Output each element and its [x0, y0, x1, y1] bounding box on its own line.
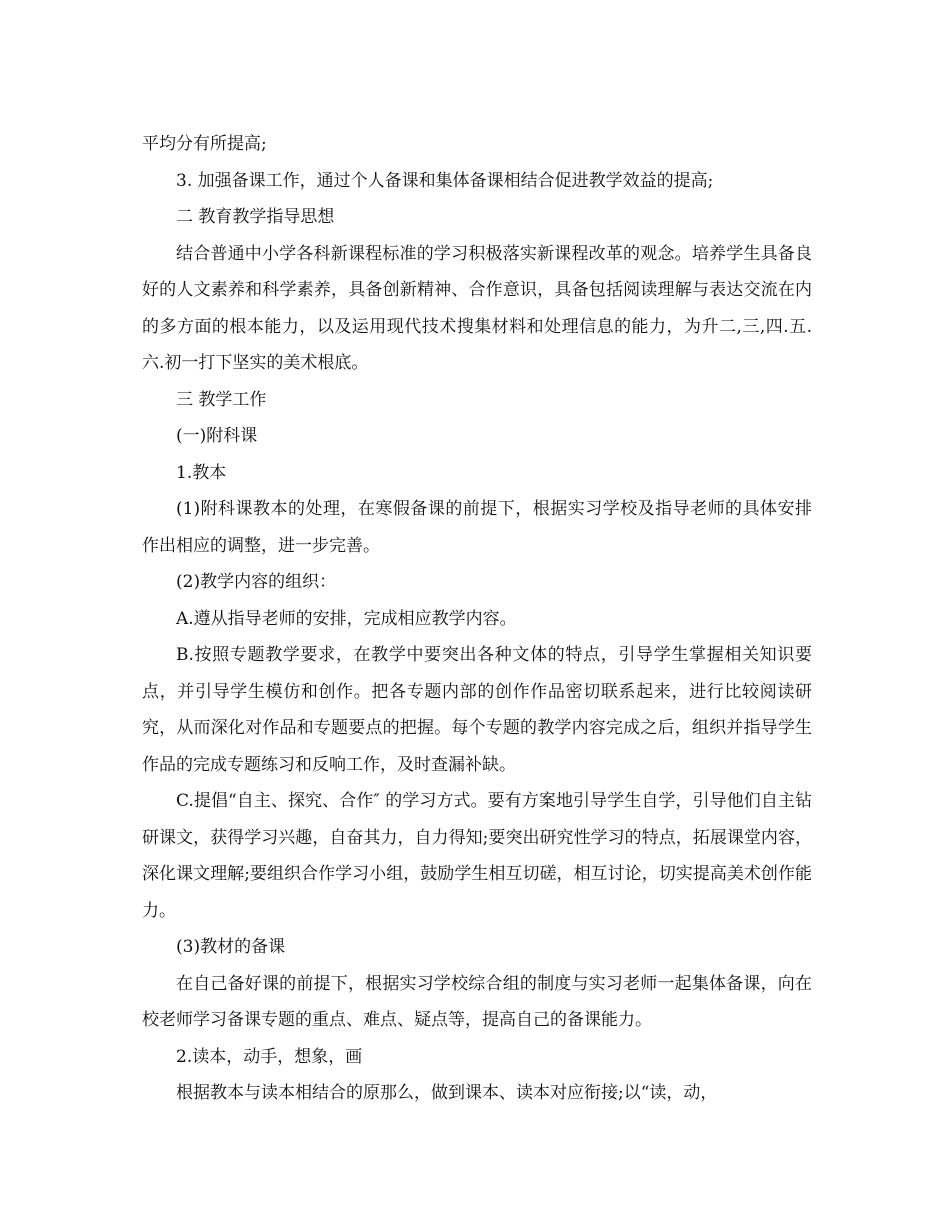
document-body [142, 126, 812, 1112]
paragraph-lesson-prep: 在自己备好课的前提下，根据实习学校综合组的制度与实习老师一起集体备课，向在校老师学习备课专题的重点、难点、疑点等，提高自己的备课能力。 [142, 973, 812, 1030]
paragraph-item-b: B.按照专题教学要求，在教学中要突出各种文体的特点，引导学生掌握相关知识要点，并引导学生模仿和创作。把各专题内部的创作作品密切联系起来，进行比较阅读研究，从而深化对作品和专题要点的把握。每个专题的教学内容完成之后，组织并指导学生作品的完成专题练习和反响工作，及时查漏补缺。 [142, 645, 812, 775]
paragraph-item-a: A.遵从指导老师的安排，完成相应教学内容。 [176, 608, 517, 629]
subheading-reader: 2.读本，动手，想象，画 [176, 1046, 363, 1067]
paragraph-textbook-handling: (1)附科课教本的处理，在寒假备课的前提下，根据实习学校及指导老师的具体安排作出相应的调整，进一步完善。 [142, 499, 812, 556]
subheading-content-organization: (2)教学内容的组织： [176, 572, 337, 592]
paragraph-item-c: C.提倡“自主、探究、合作″ 的学习方式。要有方案地引导学生自学，引导他们自主钻研课文，获得学习兴趣，自奋其力，自力得知;要突出研究性学习的特点，拓展课堂内容，深化课文理解;要组织合作学习小组，鼓励学生相互切磋，相互讨论，切实提高美术创作能力。 [142, 791, 812, 921]
paragraph-guiding-ideas: 结合普通中小学各科新课程标准的学习积极落实新课程改革的观念。培养学生具备良好的人文素养和科学素养，具备创新精神、合作意识，具备包括阅读理解与表达交流在内的多方面的根本能力，以及运用现代技术搜集材料和处理信息的能力，为升二,三,四.五.六.初一打下坚实的美术根底。 [142, 243, 812, 373]
subheading-1: (一)附科课 [176, 426, 258, 446]
section-heading-2: 二 教育教学指导思想 [176, 207, 335, 227]
subheading-textbook: 1.教本 [176, 462, 227, 483]
paragraph-item-3: 3. 加强备课工作，通过个人备课和集体备课相结合促进教学效益的提高; [176, 170, 714, 191]
paragraph-reader: 根据教本与读本相结合的原那么，做到课本、读本对应衔接;以“读，动， [176, 1083, 718, 1103]
subheading-lesson-prep: (3)教材的备课 [176, 937, 286, 957]
section-heading-3: 三 教学工作 [176, 389, 267, 410]
paragraph-continuation: 平均分有所提高; [142, 134, 267, 154]
